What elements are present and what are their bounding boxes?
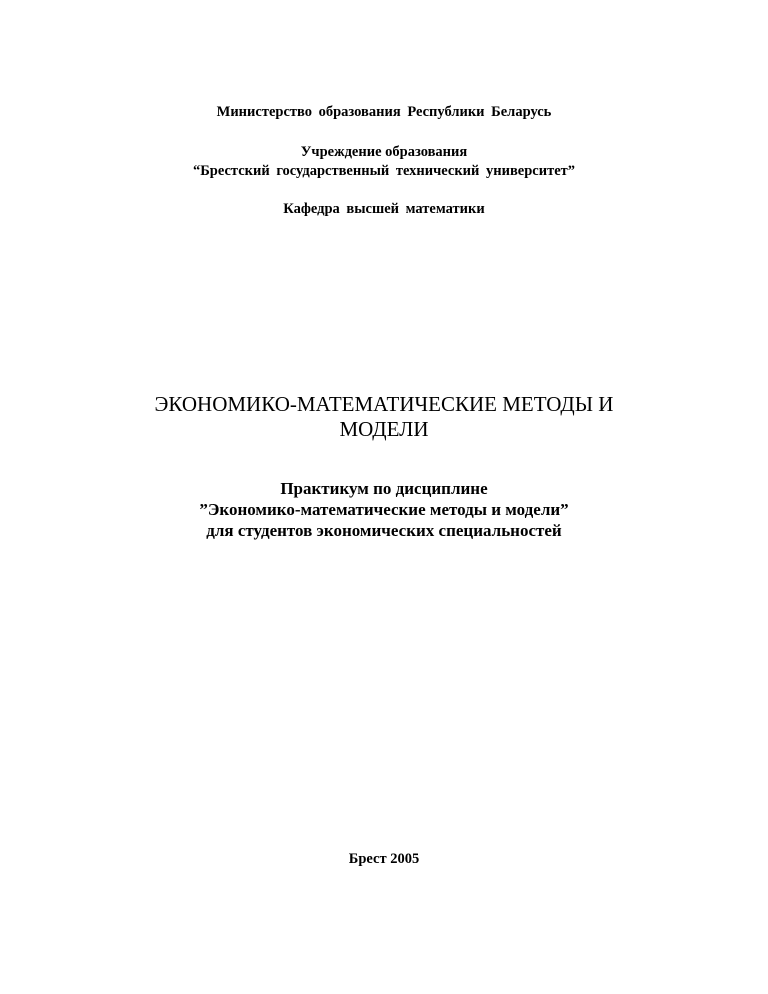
department-name: Кафедра высшей математики: [283, 201, 485, 217]
place-and-year: Брест 2005: [348, 851, 420, 867]
university-name: “Брестский государственный технический университет”: [192, 163, 576, 179]
ministry-name: Министерство образования Республики Беларусь: [216, 104, 552, 120]
subtitle-line-1: Практикум по дисциплине: [280, 479, 488, 498]
institution-label: Учреждение образования: [300, 144, 468, 160]
subtitle-line-3: для студентов экономических специальностей: [206, 521, 562, 540]
document-title-line-2: МОДЕЛИ: [339, 417, 429, 441]
subtitle-line-2: ”Экономико-математические методы и модели”: [199, 500, 569, 519]
document-title-line-1: ЭКОНОМИКО-МАТЕМАТИЧЕСКИЕ МЕТОДЫ И: [154, 392, 614, 416]
